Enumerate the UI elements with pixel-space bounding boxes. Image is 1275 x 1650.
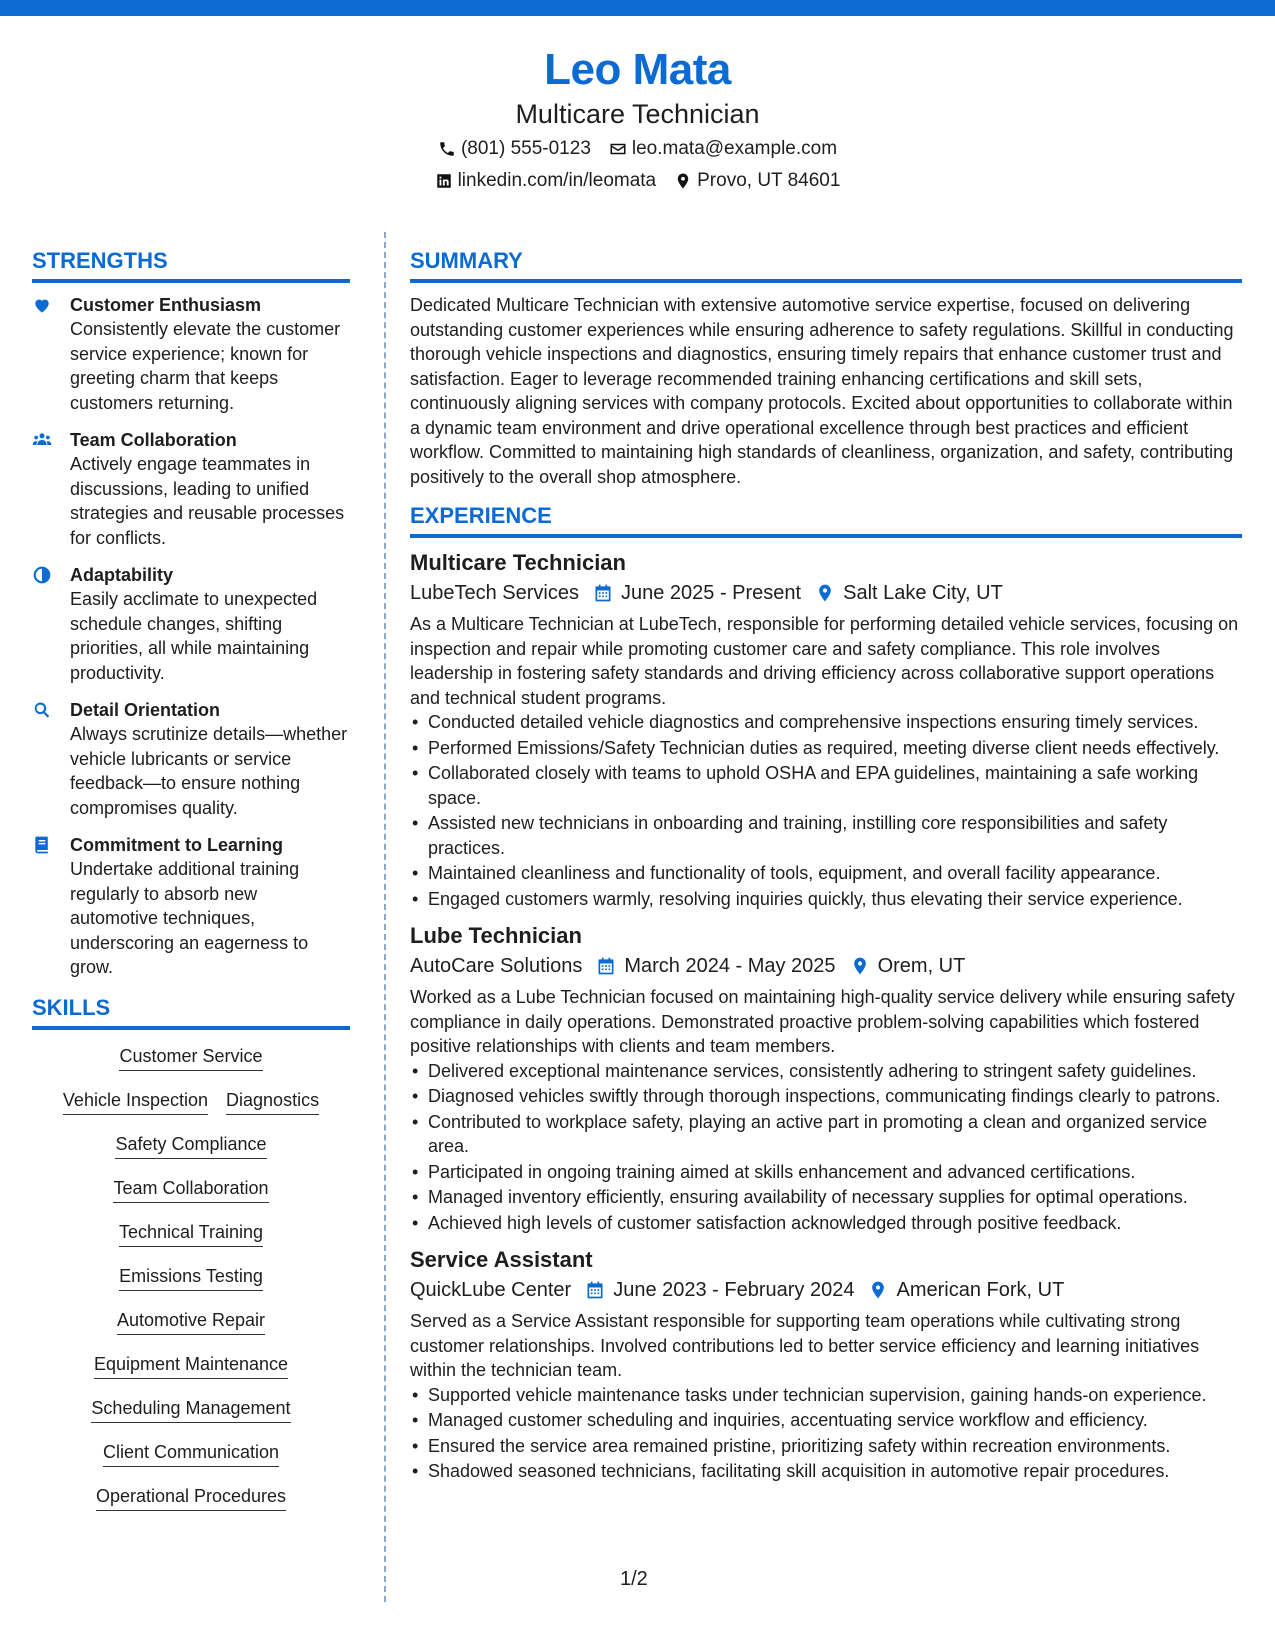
skill-tag: Customer Service	[119, 1044, 262, 1071]
linkedin-text: linkedin.com/in/leomata	[457, 170, 657, 191]
magnifier-icon	[32, 700, 52, 720]
strength-desc: Actively engage teammates in discussions, leading to unified strategies and reusable processes for conflicts.	[70, 454, 345, 548]
skill-tag: Emissions Testing	[119, 1264, 263, 1291]
job-meta	[410, 1275, 1242, 1305]
contact-email[interactable]	[609, 134, 837, 164]
strength-title: Adaptability	[70, 565, 174, 585]
skill-tag: Safety Compliance	[115, 1132, 266, 1159]
book-icon	[32, 835, 52, 855]
users-icon	[32, 430, 52, 450]
job-entry	[410, 1245, 1242, 1484]
job-location: Orem, UT	[877, 955, 966, 977]
contact-location	[674, 166, 840, 196]
job-description: Served as a Service Assistant responsible for supporting team operations while cultivating strong customer relationships. Involved contributions led to better service efficiency and learning initiatives within the technician team.	[410, 1311, 1200, 1380]
strength-item	[32, 698, 350, 820]
strength-title: Commitment to Learning	[70, 835, 284, 855]
skill-tag: Vehicle Inspection	[63, 1088, 208, 1115]
skill-tag: Team Collaboration	[113, 1176, 268, 1203]
envelope-icon	[609, 140, 627, 158]
resume-header	[0, 42, 1275, 196]
job-dates: March 2024 - May 2025	[624, 955, 836, 977]
strength-item	[32, 833, 350, 980]
contact-phone	[438, 134, 591, 164]
contact-linkedin[interactable]	[435, 166, 657, 196]
job-meta	[410, 578, 1242, 608]
bullet-item: • Contributed to workplace safety, playing an active part in promoting a clean and organized service area.	[410, 1110, 1242, 1159]
job-description: Worked as a Lube Technician focused on maintaining high-quality service delivery while ensuring safety compliance in daily operations. Demonstrated proactive problem-solving capabilities which fostered positive relationships with clients and team members.	[410, 987, 1235, 1056]
candidate-role: Multicare Technician	[515, 99, 760, 129]
right-column	[410, 246, 1242, 1494]
job-bullets	[410, 1059, 1242, 1236]
job-entry	[410, 921, 1242, 1235]
job-title: Lube Technician	[410, 923, 582, 948]
skill-tag: Technical Training	[119, 1220, 263, 1247]
skills-section	[32, 993, 350, 1511]
strength-title: Customer Enthusiasm	[70, 295, 262, 315]
job-bullets	[410, 710, 1242, 911]
map-pin-icon	[868, 1280, 888, 1300]
bullet-item: • Maintained cleanliness and functionality of tools, equipment, and overall facility appearance.	[410, 861, 1242, 886]
bullet-item: • Ensured the service area remained pristine, prioritizing safety within recreation environments.	[410, 1434, 1242, 1459]
skill-tag: Diagnostics	[226, 1088, 319, 1115]
job-meta	[410, 951, 1242, 981]
map-pin-icon	[674, 172, 692, 190]
skill-tag: Operational Procedures	[96, 1484, 286, 1511]
strength-item	[32, 428, 350, 550]
strength-desc: Easily acclimate to unexpected schedule changes, shifting priorities, all while maintaining productivity.	[70, 589, 318, 683]
location-text: Provo, UT 84601	[697, 170, 841, 191]
strengths-heading: STRENGTHS	[32, 246, 350, 283]
column-divider	[384, 232, 386, 1602]
bullet-item: • Managed inventory efficiently, ensuring availability of necessary supplies for optimal operations.	[410, 1185, 1242, 1210]
map-pin-icon	[850, 956, 870, 976]
strength-title: Detail Orientation	[70, 700, 221, 720]
job-title: Service Assistant	[410, 1247, 593, 1272]
candidate-name: Leo Mata	[544, 45, 731, 94]
strength-desc: Always scrutinize details—whether vehicle lubricants or service feedback—to ensure nothing compromises quality.	[70, 724, 348, 818]
bullet-item: • Conducted detailed vehicle diagnostics and comprehensive inspections ensuring timely services.	[410, 710, 1242, 735]
strength-item	[32, 293, 350, 415]
experience-heading: EXPERIENCE	[410, 501, 1242, 538]
job-dates: June 2023 - February 2024	[613, 1279, 855, 1301]
strength-desc: Undertake additional training regularly to absorb new automotive techniques, underscoring an eagerness to grow.	[70, 859, 309, 977]
email-text: leo.mata@example.com	[631, 138, 838, 159]
half-circle-icon	[32, 565, 52, 585]
bullet-item: • Collaborated closely with teams to uphold OSHA and EPA guidelines, maintaining a safe working space.	[410, 761, 1242, 810]
job-company: AutoCare Solutions	[410, 955, 583, 977]
contact-row-2	[0, 166, 1275, 196]
job-entry	[410, 548, 1242, 911]
calendar-icon	[596, 956, 616, 976]
job-company: QuickLube Center	[410, 1279, 572, 1301]
map-pin-icon	[815, 583, 835, 603]
left-column	[32, 246, 350, 1528]
summary-heading: SUMMARY	[410, 246, 1242, 283]
contact-row-1	[0, 134, 1275, 164]
skill-tag: Automotive Repair	[117, 1308, 265, 1335]
skill-tag: Scheduling Management	[91, 1396, 290, 1423]
skill-tag: Client Communication	[103, 1440, 279, 1467]
phone-icon	[438, 140, 456, 158]
strength-item	[32, 563, 350, 685]
bullet-item: • Delivered exceptional maintenance services, consistently adhering to stringent safety guidelines.	[410, 1059, 1242, 1084]
calendar-icon	[593, 583, 613, 603]
skills-heading: SKILLS	[32, 993, 350, 1030]
bullet-item: • Managed customer scheduling and inquiries, accentuating service workflow and efficiency.	[410, 1408, 1242, 1433]
job-bullets	[410, 1383, 1242, 1484]
skill-tag: Equipment Maintenance	[94, 1352, 288, 1379]
linkedin-icon	[435, 172, 453, 190]
phone-text: (801) 555-0123	[460, 138, 591, 159]
strength-desc: Consistently elevate the customer service experience; known for greeting charm that keeps customers returning.	[70, 319, 341, 413]
bullet-item: • Shadowed seasoned technicians, facilitating skill acquisition in automotive repair procedures.	[410, 1459, 1242, 1484]
page-number: 1/2	[620, 1568, 648, 1590]
job-description: As a Multicare Technician at LubeTech, responsible for performing detailed vehicle services, focusing on inspection and repair while promoting customer care and safety compliance. This role involves leadership in fostering safety standards and driving efficiency across collaborative support operations and technical student programs.	[410, 614, 1239, 708]
calendar-icon	[585, 1280, 605, 1300]
job-company: LubeTech Services	[410, 582, 579, 604]
top-accent-bar	[0, 0, 1275, 16]
job-location: Salt Lake City, UT	[843, 582, 1003, 604]
job-location: American Fork, UT	[896, 1279, 1065, 1301]
strength-title: Team Collaboration	[70, 430, 237, 450]
job-dates: June 2025 - Present	[620, 582, 802, 604]
bullet-item: • Assisted new technicians in onboarding and training, instilling core responsibilities and safety practices.	[410, 811, 1242, 860]
heart-icon	[32, 295, 52, 315]
bullet-item: • Participated in ongoing training aimed at skills enhancement and advanced certifications.	[410, 1160, 1242, 1185]
bullet-item: • Achieved high levels of customer satisfaction acknowledged through positive feedback.	[410, 1211, 1242, 1236]
job-title: Multicare Technician	[410, 550, 626, 575]
bullet-item: • Diagnosed vehicles swiftly through thorough inspections, communicating findings clearly to patrons.	[410, 1084, 1242, 1109]
bullet-item: • Engaged customers warmly, resolving inquiries quickly, thus elevating their service experience.	[410, 887, 1242, 912]
bullet-item: • Performed Emissions/Safety Technician duties as required, meeting diverse client needs effectively.	[410, 736, 1242, 761]
summary-text: Dedicated Multicare Technician with extensive automotive service expertise, focused on delivering outstanding customer experiences while ensuring adherence to safety regulations. Skillful in conducting thorough vehicle inspections and diagnostics, ensuring timely repairs that enhance customer trust and satisfaction. Eager to leverage recommended training enhancing certifications and skill sets, continuously aligning services with company protocols. Excited about opportunities to collaborate within a dynamic team environment and drive operational excellence through best practices and efficient workflow. Committed to maintaining high standards of cleanliness, organization, and safety, contributing positively to the overall shop atmosphere.	[410, 295, 1234, 487]
bullet-item: • Supported vehicle maintenance tasks under technician supervision, gaining hands-on experience.	[410, 1383, 1242, 1408]
